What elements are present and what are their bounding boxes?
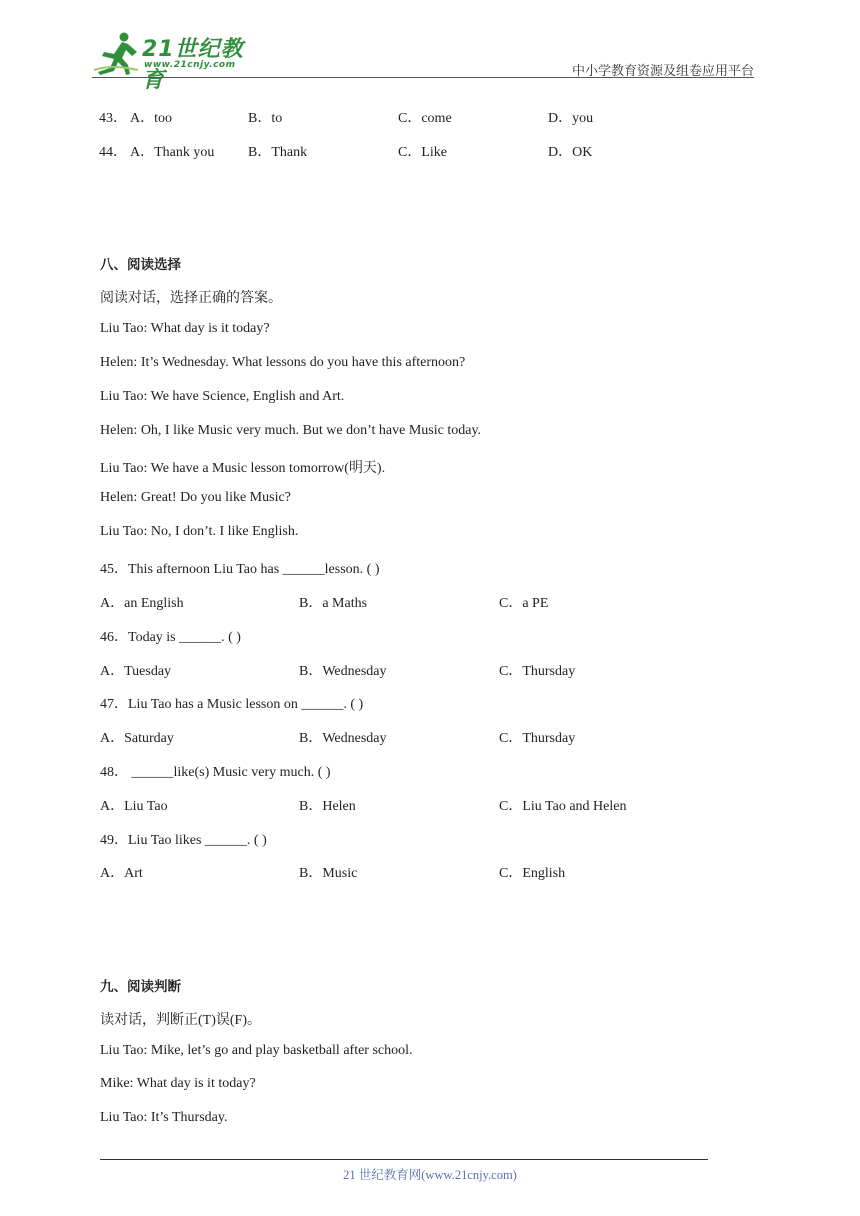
dialogue-line: Liu Tao: No, I don’t. I like English. [100,524,299,539]
section-8-instruction: 阅读对话，选择正确的答案。 [100,291,282,306]
dialogue-line: Mike: What day is it today? [100,1076,256,1091]
dialogue-line: Helen: It’s Wednesday. What lessons do you have this afternoon? [100,355,466,370]
question-number: 44． [99,145,127,160]
option-c: C．a PE [499,596,549,611]
option-a: A．an English [100,596,184,611]
logo-title: 21世纪教育 [142,37,244,93]
section-8-title: 八、阅读选择 [100,257,181,273]
question-stem-48: 48． ______like(s) Music very much. ( ) [100,765,331,780]
option-a: A．Saturday [100,731,174,746]
option-b: B．Thank [248,145,308,160]
footer-text: 21 世纪教育网(www.21cnjy.com) [343,1168,517,1182]
section-9-title: 九、阅读判断 [100,979,181,995]
option-c: C．Thursday [499,731,576,746]
option-c: C．come [398,111,452,126]
option-a: A．Tuesday [100,664,172,679]
options-45 [100,592,760,612]
dialogue-line: Liu Tao: We have a Music lesson tomorrow(明天). [100,461,386,476]
options-49 [100,862,760,882]
dialogue-line: Liu Tao: We have Science, English and Art. [100,389,345,404]
section-9-instruction: 读对话，判断正(T)误(F)。 [100,1013,261,1028]
question-stem-45: 45．This afternoon Liu Tao has ______lesson. ( ) [100,562,380,577]
option-d: D．OK [548,145,593,160]
logo [92,30,262,93]
option-b: B．to [248,111,283,126]
dialogue-line: Liu Tao: What day is it today? [100,321,270,336]
option-a: A．Liu Tao [100,799,168,814]
dialogue-line: Liu Tao: It’s Thursday. [100,1110,228,1125]
question-row-43 [99,107,759,127]
runner-logo-icon [92,30,140,76]
option-a: A．Thank you [130,145,215,160]
dialogue-line: Helen: Great! Do you like Music? [100,490,291,505]
option-d: D．you [548,111,594,126]
dialogue-line: Helen: Oh, I like Music very much. But we don’t have Music today. [100,423,482,438]
page-header [0,0,860,93]
option-a: A．Art [100,866,143,881]
options-47 [100,727,760,747]
option-b: B．a Maths [299,596,368,611]
option-c: C．Thursday [499,664,576,679]
option-b: B．Wednesday [299,731,387,746]
question-stem-47: 47．Liu Tao has a Music lesson on ______. ( ) [100,697,364,712]
logo-url: www.21cnjy.com [144,60,236,70]
option-c: C．Like [398,145,447,160]
question-number: 43． [99,111,127,126]
question-stem-46: 46．Today is ______. ( ) [100,630,241,645]
options-48 [100,795,760,815]
option-b: B．Music [299,866,358,881]
header-divider [92,77,754,78]
option-a: A．too [130,111,172,126]
option-c: C．English [499,866,566,881]
option-c: C．Liu Tao and Helen [499,799,627,814]
question-row-44 [99,141,759,161]
question-stem-49: 49．Liu Tao likes ______. ( ) [100,833,267,848]
dialogue-line: Liu Tao: Mike, let’s go and play basketball after school. [100,1043,413,1058]
option-b: B．Wednesday [299,664,387,679]
option-b: B．Helen [299,799,356,814]
options-46 [100,660,760,680]
footer-divider [100,1159,708,1160]
header-platform-text: 中小学教育资源及组卷应用平台 [571,63,754,78]
